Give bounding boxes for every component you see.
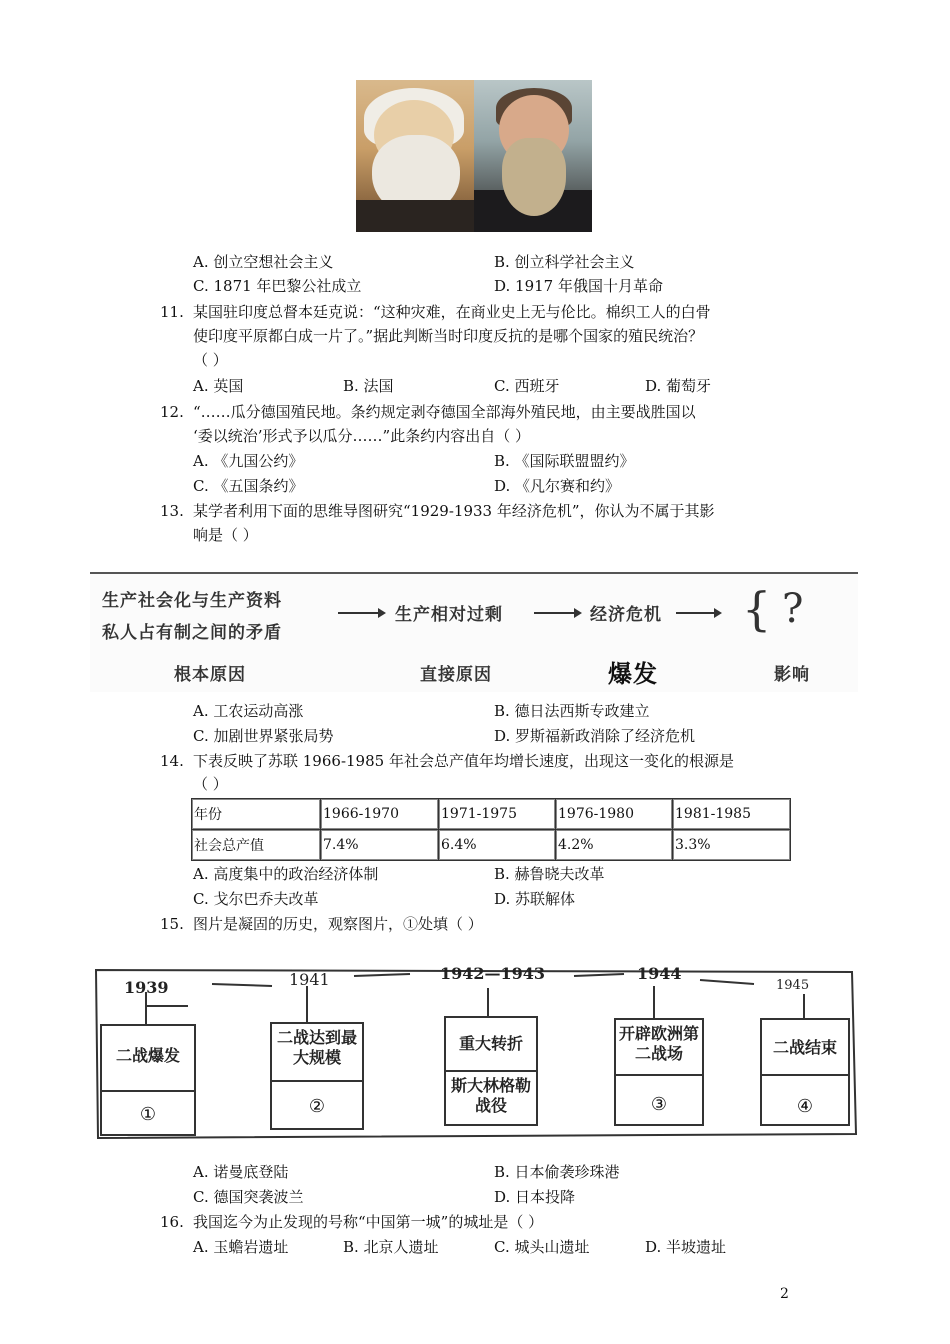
q11-stem-line1: 某国驻印度总督本廷克说：“这种灾难，在商业史上无与伦比。棉织工人的白骨 [193,303,711,321]
portraits-image [356,80,592,232]
table-cell: 7.4% [321,830,439,861]
timeline-year-1944: 1944 [637,964,682,983]
q11-option-a: A. 英国 [193,377,244,395]
timeline-box-1945 [760,1018,850,1126]
q16-number: 16. [160,1213,184,1231]
q13-option-c: C. 加剧世界紧张局势 [193,727,334,745]
mind-map-arrow-3 [676,612,720,614]
q12-number: 12. [160,403,184,421]
q15-stem-line1: 图片是凝固的历史，观察图片，①处填（ ） [193,915,483,933]
table-cell: 6.4% [439,830,556,861]
mind-map-figure [90,572,858,692]
q11-option-c: C. 西班牙 [494,377,560,395]
timeline-event-1941: 二战达到最大规模 [276,1028,357,1067]
timeline-box-1941 [270,1022,364,1130]
q11-option-d: D. 葡萄牙 [645,377,712,395]
table-cell: 社会总产值 [192,830,321,861]
q13-option-a: A. 工农运动高涨 [193,702,304,720]
portrait-marx [356,80,474,232]
q14-option-d: D. 苏联解体 [494,890,576,908]
q11-number: 11. [160,303,184,321]
timeline-box-1944 [614,1018,704,1126]
page-number: 2 [780,1286,789,1302]
timeline-blank-2: ② [308,1096,326,1117]
timeline-event-turning-point: 重大转折 [458,1034,523,1053]
q13-number: 13. [160,502,184,520]
gdp-growth-table [191,798,791,861]
q16-option-a: A. 玉蟾岩遗址 [193,1238,289,1256]
table-cell: 1976-1980 [556,799,673,830]
mind-map-step-overproduction: 生产相对过剩 [395,605,503,625]
q13-option-b: B. 德日法西斯专政建立 [494,702,650,720]
q13-option-d: D. 罗斯福新政消除了经济危机 [494,727,696,745]
timeline-event-1939: 二战爆发 [115,1046,180,1065]
q15-option-d: D. 日本投降 [494,1188,576,1206]
ww2-timeline-figure [92,962,858,1142]
table-cell: 年份 [192,799,321,830]
timeline-year-1945: 1945 [776,978,810,993]
q11-option-b: B. 法国 [343,377,394,395]
timeline-event-stalingrad: 斯大林格勒战役 [450,1076,531,1115]
timeline-event-1945: 二战结束 [772,1038,837,1057]
q15-option-b: B. 日本偷袭珍珠港 [494,1163,620,1181]
q16-stem-line1: 我国迄今为止发现的号称“中国第一城”的城址是（ ） [193,1213,544,1231]
q16-option-b: B. 北京人遗址 [343,1238,439,1256]
timeline-event-1944: 开辟欧洲第二战场 [618,1024,699,1063]
q15-number: 15. [160,915,184,933]
q13-stem-line1: 某学者利用下面的思维导图研究“1929-1933 年经济危机”，你认为不属于其影 [193,502,715,520]
timeline-year-1941: 1941 [289,970,330,989]
q16-option-c: C. 城头山遗址 [494,1238,590,1256]
q16-option-d: D. 半坡遗址 [645,1238,727,1256]
mind-map-cause-line2: 私人占有制之间的矛盾 [102,623,282,643]
q10-option-d: D. 1917 年俄国十月革命 [494,277,663,295]
mind-map-step-crisis: 经济危机 [590,605,662,625]
q12-stem-line2: ‘委以统治’形式予以瓜分……”此条约内容出自（ ） [193,427,530,445]
timeline-box-1942-1943 [444,1016,538,1126]
q14-option-a: A. 高度集中的政治经济体制 [193,865,379,883]
mind-map-label-impact: 影响 [774,665,810,685]
mind-map-cause-line1: 生产社会化与生产资料 [102,591,282,611]
q14-stem-line2: （ ） [193,775,228,793]
q10-option-c: C. 1871 年巴黎公社成立 [193,277,362,295]
q10-option-a: A. 创立空想社会主义 [193,253,334,271]
q11-answer-blank: （ ） [193,351,228,369]
q12-option-d: D. 《凡尔赛和约》 [494,477,621,495]
timeline-blank-3: ③ [650,1094,668,1115]
timeline-blank-4: ④ [796,1096,814,1117]
q14-option-b: B. 赫鲁晓夫改革 [494,865,605,883]
mind-map-label-outbreak: 爆发 [608,659,658,688]
q10-option-b: B. 创立科学社会主义 [494,253,635,271]
table-row [192,830,791,861]
mind-map-brace: { [742,582,773,636]
q12-option-a: A. 《九国公约》 [193,452,304,470]
table-row [192,799,791,830]
mind-map-arrow-1 [338,612,384,614]
q14-stem-line1: 下表反映了苏联 1966-1985 年社会总产值年均增长速度，出现这一变化的根源是 [193,752,734,770]
timeline-blank-1: ① [139,1104,157,1125]
q14-option-c: C. 戈尔巴乔夫改革 [193,890,319,908]
mind-map-arrow-2 [534,612,580,614]
q13-stem-line2: 响是（ ） [193,526,258,544]
portrait-engels [474,80,592,232]
mind-map-label-root-cause: 根本原因 [174,665,246,685]
table-cell: 1971-1975 [439,799,556,830]
timeline-year-1939: 1939 [124,978,169,997]
q15-option-a: A. 诺曼底登陆 [193,1163,289,1181]
q12-option-c: C. 《五国条约》 [193,477,304,495]
mind-map-question-mark: ? [782,586,805,632]
q12-option-b: B. 《国际联盟盟约》 [494,452,635,470]
mind-map-label-direct-cause: 直接原因 [420,665,492,685]
table-cell: 3.3% [673,830,791,861]
timeline-year-1942-1943: 1942—1943 [440,964,546,983]
table-cell: 4.2% [556,830,673,861]
table-cell: 1981-1985 [673,799,791,830]
table-cell: 1966-1970 [321,799,439,830]
q14-number: 14. [160,752,184,770]
q15-option-c: C. 德国突袭波兰 [193,1188,304,1206]
timeline-box-1939 [100,1024,196,1136]
q12-stem-line1: “……瓜分德国殖民地。条约规定剥夺德国全部海外殖民地，由主要战胜国以 [193,403,696,421]
q11-stem-line2: 使印度平原都白成一片了。”据此判断当时印度反抗的是哪个国家的殖民统治？ [193,327,704,345]
